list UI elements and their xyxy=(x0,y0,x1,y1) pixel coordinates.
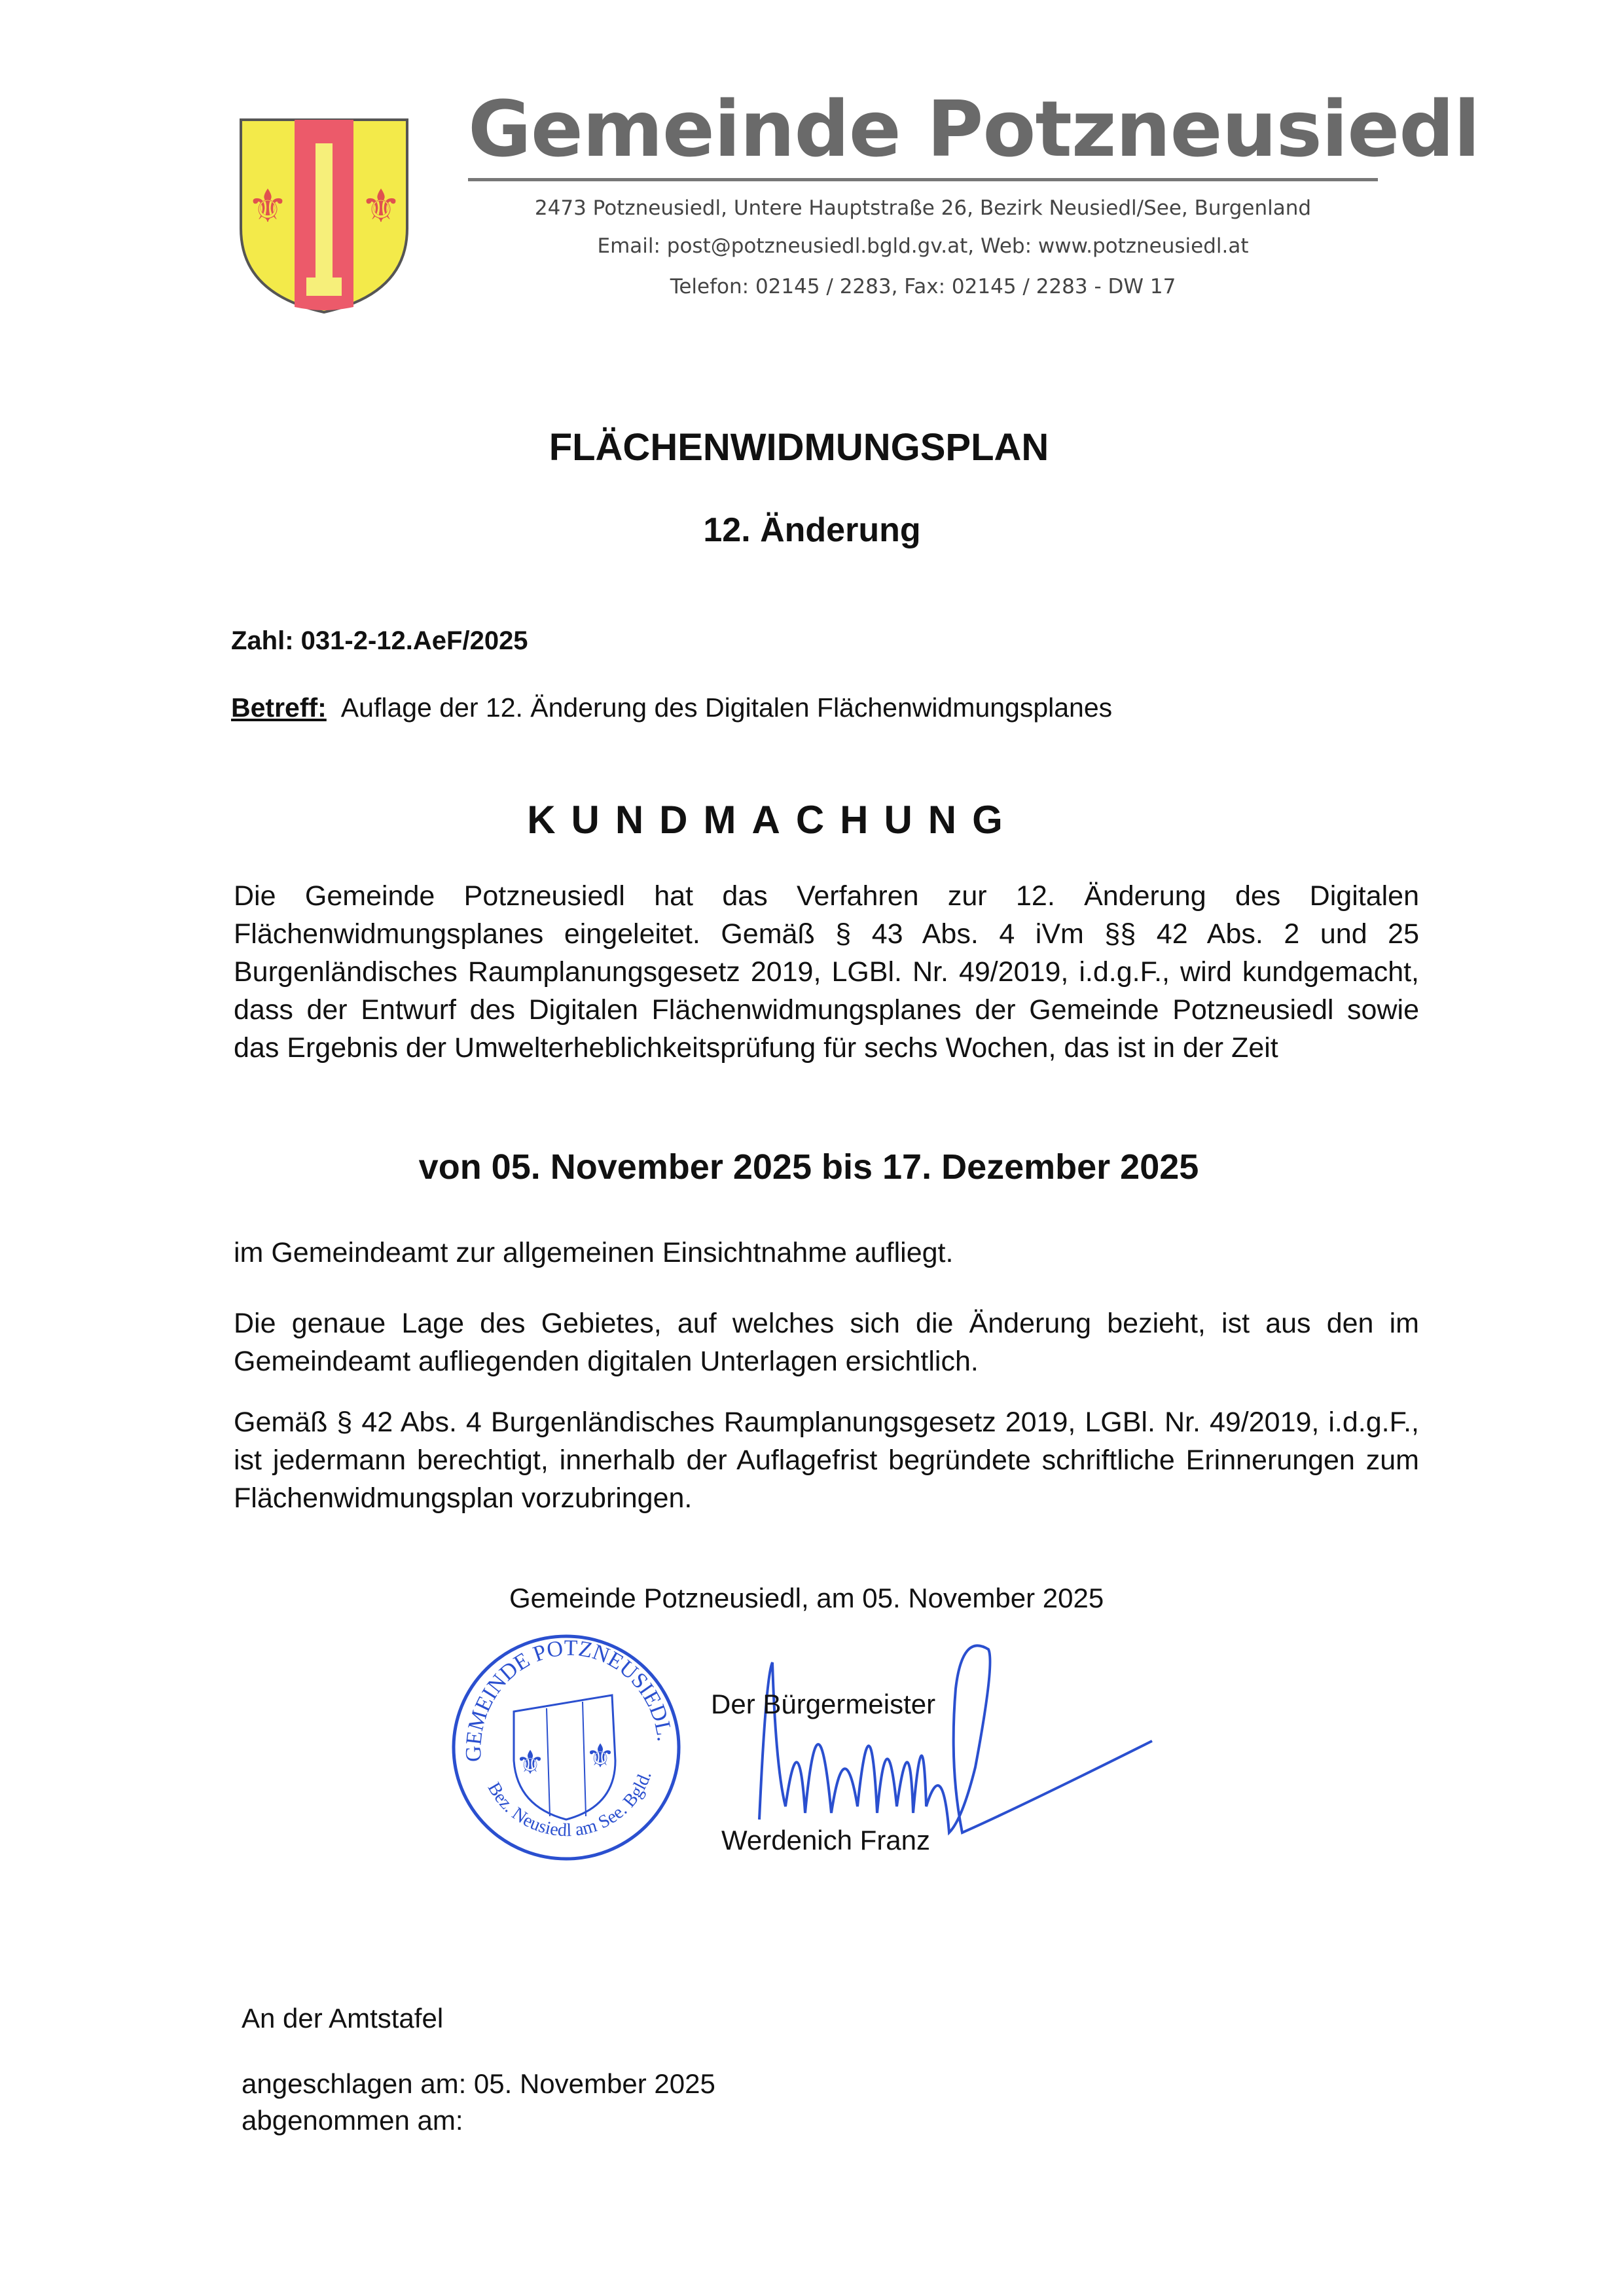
subject-label: Betreff: xyxy=(231,692,327,723)
svg-text:⚜: ⚜ xyxy=(585,1738,615,1774)
place-and-date: Gemeinde Potzneusiedl, am 05. November 2025 xyxy=(509,1583,1104,1613)
organization-name: Gemeinde Potzneusiedl xyxy=(468,84,1480,174)
address: 2473 Potzneusiedl, Untere Hauptstraße 26, Bezirk Neusiedl/See, Burgenland xyxy=(534,196,1312,220)
document-title: FLÄCHENWIDMUNGSPLAN xyxy=(549,426,1049,469)
paragraph-objections: Gemäß § 42 Abs. 4 Burgenländisches Raumplanungsgesetz 2019, LGBl. Nr. 49/2019, i.d.g.F., ist jedermann berechtigt, innerhalb der Auflagefrist begründete schriftliche Erinnerungen zum Flächenwidmungsplan vorzubringen. xyxy=(234,1407,1419,1514)
svg-text:Bez. Neusiedl am See. Bgld.: Bez. Neusiedl am See. Bgld. xyxy=(483,1768,656,1841)
svg-text:GEMEINDE POTZNEUSIEDL.: GEMEINDE POTZNEUSIEDL. xyxy=(461,1636,677,1763)
svg-text:⚜: ⚜ xyxy=(247,181,289,232)
svg-text:⚜: ⚜ xyxy=(515,1744,545,1781)
signatory-name: Werdenich Franz xyxy=(721,1825,931,1856)
coat-of-arms-logo xyxy=(238,117,410,315)
removed-date: abgenommen am: xyxy=(242,2105,463,2136)
phone-info: Telefon: 02145 / 2283, Fax: 02145 / 2283 - DW 17 xyxy=(670,275,1176,298)
notice-board-label: An der Amtstafel xyxy=(242,2003,444,2034)
mayor-signature xyxy=(746,1636,1165,1852)
posted-date: angeschlagen am: 05. November 2025 xyxy=(242,2068,715,2099)
signatory-role: Der Bürgermeister xyxy=(711,1689,936,1719)
contact-info: Email: post@potzneusiedl.bgld.gv.at, Web: www.potzneusiedl.at xyxy=(597,234,1249,258)
header-divider xyxy=(468,178,1378,181)
display-period: von 05. November 2025 bis 17. Dezember 2025 xyxy=(418,1147,1199,1187)
svg-text:⚜: ⚜ xyxy=(360,181,402,232)
reference-number: Zahl: 031-2-12.AeF/2025 xyxy=(231,626,528,655)
announcement-heading: KUNDMACHUNG xyxy=(527,798,1019,842)
paragraph-area: Die genaue Lage des Gebietes, auf welches sich die Änderung bezieht, ist aus den im Gemeindeamt aufliegenden digitalen Unterlagen ersichtlich. xyxy=(234,1308,1419,1377)
subject-line xyxy=(231,692,1112,723)
paragraph-procedure: Die Gemeinde Potzneusiedl hat das Verfahren zur 12. Änderung des Digitalen Flächenwidmungsplanes eingeleitet. Gemäß § 43 Abs. 4 iVm §§ 42 Abs. 2 und 25 Burgenländisches Raumplanungsgesetz 2019, LGBl. Nr. 49/2019, i.d.g.F., wird kundgemacht, dass der Entwurf des Digitalen Flächenwidmungsplanes der Gemeinde Potzneusiedl sowie das Ergebnis der Umwelterheblichkeitsprüfung für sechs Wochen, das ist in der Zeit xyxy=(234,880,1419,1064)
official-stamp xyxy=(448,1630,684,1865)
subject-text: Auflage der 12. Änderung des Digitalen Flächenwidmungsplanes xyxy=(340,692,1113,723)
document-subtitle: 12. Änderung xyxy=(703,511,921,549)
paragraph-inspection: im Gemeindeamt zur allgemeinen Einsichtnahme aufliegt. xyxy=(234,1237,954,1268)
